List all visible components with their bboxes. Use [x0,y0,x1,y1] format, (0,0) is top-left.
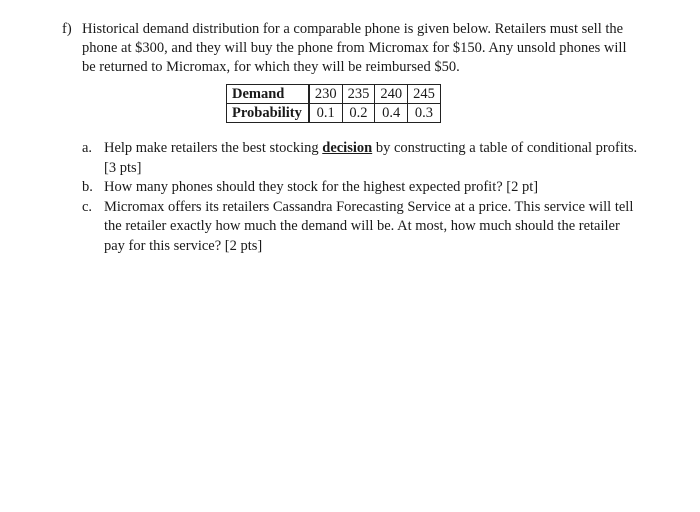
probability-cell: 0.2 [342,104,375,123]
question-header [62,20,642,77]
question-text: Historical demand distribution for a comparable phone is given below. Retailers must sell the phone at $300, and they will buy the phone from Micromax for $150. Any unsold phones will be returned to Micromax, for which they will be reimbursed $50. [82,21,627,75]
demand-header: Demand [227,85,309,104]
demand-cell: 245 [408,85,441,104]
subquestion-text-after: by constructing a table of conditional profits. [3 pts] [104,140,638,176]
demand-distribution-table [226,84,441,123]
subquestion-c [82,198,642,257]
subquestion-a [82,139,642,178]
subquestion-text: Micromax offers its retailers Cassandra Forecasting Service at a price. This service will tell the retailer exactly how much the demand will be. At most, how much should the retailer pay for this service? [2 pts] [104,198,634,254]
demand-cell: 240 [375,85,408,104]
demand-cell: 230 [309,85,342,104]
subquestion-text-before: Help make retailers the best stocking [104,140,323,156]
subquestion-list [82,139,642,256]
subquestion-text [104,139,642,178]
probability-header: Probability [227,104,309,123]
subquestion-text: How many phones should they stock for the highest expected profit? [2 pt] [104,179,539,195]
probability-row [227,104,441,123]
subquestion-label: b. [82,179,93,195]
demand-row [227,85,441,104]
subquestion-label: a. [82,140,93,156]
question-f [62,20,642,77]
probability-cell: 0.1 [309,104,342,123]
subquestion-b [82,178,642,198]
emphasized-word: decision [322,140,373,156]
probability-cell: 0.4 [375,104,408,123]
demand-cell: 235 [342,85,375,104]
demand-distribution-table-wrap [226,84,441,123]
subquestion-label: c. [82,198,93,215]
probability-cell: 0.3 [408,104,441,123]
question-label: f) [62,21,72,37]
